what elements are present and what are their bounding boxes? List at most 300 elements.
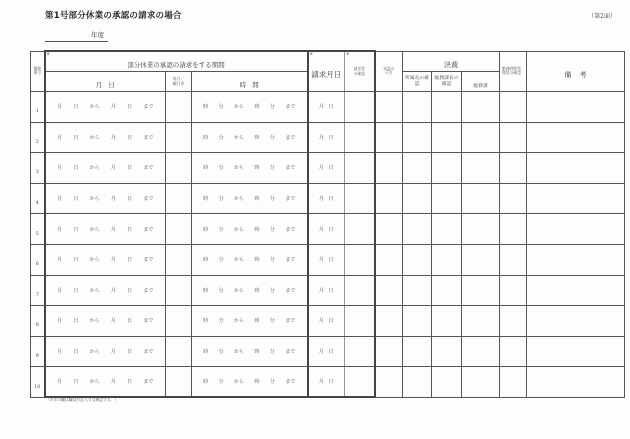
cell-unit-label: まで — [143, 318, 154, 325]
cell-unit-label: 月 — [57, 165, 63, 172]
cell-unit-label: 月 — [110, 318, 116, 325]
cell-unit-label: から — [234, 196, 245, 203]
cell-unit-label: 日 — [328, 349, 334, 356]
cell-unit-label: 時 — [254, 379, 260, 386]
row-number: 1 — [35, 109, 39, 115]
cell-unit-label: 分 — [218, 257, 224, 264]
weekday-cell[interactable] — [166, 214, 192, 245]
cell-unit-label: まで — [285, 287, 296, 294]
general-affairs-cell[interactable] — [462, 306, 500, 337]
cell-unit-label: 分 — [269, 318, 275, 325]
cell-unit-label: 月 — [110, 165, 116, 172]
cell-unit-label: 日 — [328, 226, 334, 233]
serial-no-cell — [31, 183, 45, 214]
cell-unit-label: 月 — [318, 379, 324, 386]
cell-unit-label: 月 — [110, 226, 116, 233]
cell-unit-label: 月 — [110, 379, 116, 386]
cell-unit-label: から — [234, 226, 245, 233]
cell-unit-label: から — [234, 165, 245, 172]
cell-unit-label: 月 — [318, 165, 324, 172]
header-requester-confirm: ※ 請求者の確認 — [345, 51, 375, 92]
cell-unit-label: 時 — [254, 318, 260, 325]
approval-cell[interactable] — [375, 275, 403, 306]
cell-unit-label: まで — [285, 226, 296, 233]
time-range-cell[interactable] — [192, 92, 308, 123]
cell-unit-label: 日 — [73, 257, 79, 264]
request-date-cell[interactable] — [308, 183, 345, 214]
remarks-cell[interactable] — [527, 275, 625, 306]
cell-unit-label: 時 — [254, 165, 260, 172]
ga-head-confirm-cell[interactable] — [432, 367, 462, 398]
time-range-cell[interactable] — [192, 336, 308, 367]
table-row — [31, 336, 625, 367]
cell-unit-label: から — [89, 165, 100, 172]
cell-unit-label: 分 — [269, 349, 275, 356]
attendance-manager-cell[interactable] — [500, 244, 527, 275]
attendance-manager-cell[interactable] — [500, 367, 527, 398]
request-date-cell[interactable] — [308, 92, 345, 123]
date-range-cell[interactable] — [45, 275, 166, 306]
time-range-cell[interactable] — [192, 153, 308, 184]
cell-unit-label: 月 — [57, 287, 63, 294]
cell-unit-label: まで — [285, 134, 296, 141]
footnote: （※印の欄は職員が記入又は確認する。） — [46, 397, 119, 402]
cell-unit-label: 時 — [254, 287, 260, 294]
cell-unit-label: 日 — [328, 287, 334, 294]
cell-unit-label: 分 — [218, 318, 224, 325]
dept-head-confirm-cell[interactable] — [403, 122, 432, 153]
cell-unit-label: まで — [285, 165, 296, 172]
row-number: 2 — [35, 139, 39, 145]
year-label: 年度 — [91, 31, 104, 39]
ga-head-confirm-cell[interactable] — [432, 244, 462, 275]
time-range-cell[interactable] — [192, 306, 308, 337]
approval-cell[interactable] — [375, 367, 403, 398]
row-number: 9 — [35, 354, 39, 360]
remarks-cell[interactable] — [527, 367, 625, 398]
cell-unit-label: 月 — [110, 257, 116, 264]
cell-unit-label: 時 — [254, 134, 260, 141]
remarks-cell[interactable] — [527, 214, 625, 245]
asterisk-mark: ※ — [309, 51, 313, 56]
dept-head-confirm-cell[interactable] — [403, 153, 432, 184]
requester-confirm-cell[interactable] — [345, 244, 375, 275]
cell-unit-label: 分 — [218, 165, 224, 172]
serial-no-cell — [31, 336, 45, 367]
cell-unit-label: 日 — [127, 104, 133, 111]
row-number: 6 — [35, 262, 39, 268]
cell-unit-label: 分 — [269, 257, 275, 264]
table-row — [31, 306, 625, 337]
cell-unit-label: から — [234, 379, 245, 386]
cell-unit-label: まで — [143, 379, 154, 386]
request-date-cell[interactable] — [308, 244, 345, 275]
cell-unit-label: から — [89, 349, 100, 356]
cell-unit-label: から — [89, 196, 100, 203]
table-row — [31, 183, 625, 214]
request-date-cell[interactable] — [308, 336, 345, 367]
weekday-cell[interactable] — [166, 244, 192, 275]
ga-head-confirm-cell[interactable] — [432, 122, 462, 153]
table-row — [31, 153, 625, 184]
cell-unit-label: まで — [143, 349, 154, 356]
header-approval: 承認の可否 — [375, 51, 403, 92]
cell-unit-label: 分 — [218, 349, 224, 356]
cell-unit-label: まで — [143, 226, 154, 233]
requester-confirm-cell[interactable] — [345, 367, 375, 398]
cell-unit-label: まで — [285, 257, 296, 264]
cell-unit-label: から — [234, 257, 245, 264]
cell-unit-label: 時 — [203, 287, 209, 294]
time-range-cell[interactable] — [192, 275, 308, 306]
serial-no-cell — [31, 214, 45, 245]
header-decision-group: 決裁 — [403, 51, 500, 72]
ga-head-confirm-cell[interactable] — [432, 275, 462, 306]
cell-unit-label: から — [89, 318, 100, 325]
requester-confirm-cell[interactable] — [345, 275, 375, 306]
cell-unit-label: から — [89, 287, 100, 294]
date-range-cell[interactable] — [45, 214, 166, 245]
cell-unit-label: 分 — [269, 287, 275, 294]
date-range-cell[interactable] — [45, 92, 166, 123]
ga-head-confirm-cell[interactable] — [432, 336, 462, 367]
cell-unit-label: 日 — [73, 165, 79, 172]
cell-unit-label: から — [234, 287, 245, 294]
dept-head-confirm-cell[interactable] — [403, 275, 432, 306]
cell-unit-label: 月 — [318, 226, 324, 233]
cell-unit-label: 時 — [203, 318, 209, 325]
dept-head-confirm-cell[interactable] — [403, 183, 432, 214]
cell-unit-label: 月 — [57, 349, 63, 356]
cell-unit-label: 月 — [57, 196, 63, 203]
remarks-cell[interactable] — [527, 336, 625, 367]
cell-unit-label: 分 — [218, 134, 224, 141]
header-period-group: ※ 部分休業の承認の請求をする期間 — [45, 51, 308, 72]
requester-confirm-cell[interactable] — [345, 153, 375, 184]
header-weekday: 毎日／曜日等 — [166, 72, 192, 92]
weekday-cell[interactable] — [166, 183, 192, 214]
table-row — [31, 92, 625, 123]
cell-unit-label: 月 — [110, 134, 116, 141]
serial-no-cell — [31, 92, 45, 123]
attendance-manager-cell[interactable] — [500, 153, 527, 184]
cell-unit-label: 月 — [318, 196, 324, 203]
year-field[interactable] — [45, 30, 108, 42]
requester-confirm-cell[interactable] — [345, 92, 375, 123]
page-number: （第2面） — [588, 13, 616, 20]
remarks-cell[interactable] — [527, 122, 625, 153]
cell-unit-label: まで — [285, 379, 296, 386]
cell-unit-label: 日 — [127, 165, 133, 172]
table-row — [31, 275, 625, 306]
date-range-cell[interactable] — [45, 336, 166, 367]
cell-unit-label: 日 — [73, 196, 79, 203]
cell-unit-label: 分 — [218, 196, 224, 203]
general-affairs-cell[interactable] — [462, 122, 500, 153]
weekday-cell[interactable] — [166, 92, 192, 123]
cell-unit-label: 日 — [73, 104, 79, 111]
cell-unit-label: まで — [285, 196, 296, 203]
serial-no-cell — [31, 275, 45, 306]
row-number: 10 — [34, 384, 41, 390]
date-range-cell[interactable] — [45, 306, 166, 337]
cell-unit-label: 月 — [318, 349, 324, 356]
ga-head-confirm-cell[interactable] — [432, 183, 462, 214]
request-date-cell[interactable] — [308, 275, 345, 306]
ga-head-confirm-cell[interactable] — [432, 306, 462, 337]
cell-unit-label: 時 — [203, 134, 209, 141]
cell-unit-label: 日 — [127, 318, 133, 325]
weekday-cell[interactable] — [166, 275, 192, 306]
approval-cell[interactable] — [375, 214, 403, 245]
cell-unit-label: 日 — [73, 318, 79, 325]
remarks-cell[interactable] — [527, 92, 625, 123]
attendance-manager-cell[interactable] — [500, 306, 527, 337]
cell-unit-label: 月 — [318, 134, 324, 141]
remarks-cell[interactable] — [527, 244, 625, 275]
cell-unit-label: 日 — [73, 379, 79, 386]
cell-unit-label: 月 — [110, 104, 116, 111]
cell-unit-label: 日 — [127, 379, 133, 386]
serial-no-cell — [31, 367, 45, 398]
asterisk-mark: ※ — [346, 51, 350, 56]
weekday-cell[interactable] — [166, 153, 192, 184]
form-title: 第1号部分休業の承認の請求の場合 — [45, 11, 182, 21]
cell-unit-label: 分 — [269, 104, 275, 111]
header-dept-head-confirm: 所属長の確認 — [403, 72, 432, 92]
cell-unit-label: まで — [143, 165, 154, 172]
request-date-cell[interactable] — [308, 214, 345, 245]
header-remarks: 備 考 — [527, 51, 625, 92]
cell-unit-label: 日 — [127, 257, 133, 264]
cell-unit-label: 月 — [57, 379, 63, 386]
cell-unit-label: まで — [143, 257, 154, 264]
cell-unit-label: 月 — [57, 257, 63, 264]
cell-unit-label: 日 — [127, 287, 133, 294]
general-affairs-cell[interactable] — [462, 183, 500, 214]
general-affairs-cell[interactable] — [462, 275, 500, 306]
cell-unit-label: 月 — [318, 257, 324, 264]
cell-unit-label: 時 — [254, 104, 260, 111]
attendance-manager-cell[interactable] — [500, 275, 527, 306]
dept-head-confirm-cell[interactable] — [403, 336, 432, 367]
cell-unit-label: 時 — [203, 379, 209, 386]
cell-unit-label: 日 — [127, 134, 133, 141]
date-range-cell[interactable] — [45, 122, 166, 153]
cell-unit-label: 分 — [269, 226, 275, 233]
row-number: 7 — [35, 292, 39, 298]
table-row — [31, 122, 625, 153]
header-general-affairs: 総務課 — [462, 72, 500, 92]
cell-unit-label: 時 — [203, 104, 209, 111]
ga-head-confirm-cell[interactable] — [432, 92, 462, 123]
cell-unit-label: 時 — [203, 349, 209, 356]
cell-unit-label: 月 — [110, 287, 116, 294]
cell-unit-label: 月 — [57, 226, 63, 233]
date-range-cell[interactable] — [45, 183, 166, 214]
cell-unit-label: 月 — [318, 318, 324, 325]
cell-unit-label: 日 — [328, 104, 334, 111]
cell-unit-label: 日 — [73, 349, 79, 356]
general-affairs-cell[interactable] — [462, 214, 500, 245]
approval-cell[interactable] — [375, 153, 403, 184]
row-number: 8 — [35, 323, 39, 329]
dept-head-confirm-cell[interactable] — [403, 244, 432, 275]
cell-unit-label: 日 — [328, 165, 334, 172]
requester-confirm-cell[interactable] — [345, 122, 375, 153]
cell-unit-label: から — [89, 257, 100, 264]
weekday-cell[interactable] — [166, 306, 192, 337]
dept-head-confirm-cell[interactable] — [403, 214, 432, 245]
row-number: 3 — [35, 170, 39, 176]
cell-unit-label: 時 — [254, 257, 260, 264]
ga-head-confirm-cell[interactable] — [432, 153, 462, 184]
cell-unit-label: まで — [143, 196, 154, 203]
remarks-cell[interactable] — [527, 153, 625, 184]
serial-no-cell — [31, 122, 45, 153]
cell-unit-label: 日 — [328, 134, 334, 141]
approval-cell[interactable] — [375, 244, 403, 275]
cell-unit-label: 時 — [203, 226, 209, 233]
request-table — [30, 50, 625, 398]
general-affairs-cell[interactable] — [462, 92, 500, 123]
remarks-cell[interactable] — [527, 306, 625, 337]
request-date-cell[interactable] — [308, 153, 345, 184]
cell-unit-label: から — [89, 226, 100, 233]
header-time: 時 間 — [192, 72, 308, 92]
cell-unit-label: 分 — [218, 287, 224, 294]
approval-cell[interactable] — [375, 183, 403, 214]
cell-unit-label: 時 — [254, 196, 260, 203]
cell-unit-label: から — [89, 379, 100, 386]
general-affairs-cell[interactable] — [462, 153, 500, 184]
attendance-manager-cell[interactable] — [500, 336, 527, 367]
cell-unit-label: 月 — [110, 349, 116, 356]
cell-unit-label: 日 — [127, 196, 133, 203]
cell-unit-label: 分 — [269, 165, 275, 172]
cell-unit-label: まで — [285, 104, 296, 111]
remarks-cell[interactable] — [527, 183, 625, 214]
table-row — [31, 214, 625, 245]
attendance-manager-cell[interactable] — [500, 214, 527, 245]
cell-unit-label: 分 — [218, 104, 224, 111]
requester-confirm-cell[interactable] — [345, 336, 375, 367]
attendance-manager-cell[interactable] — [500, 183, 527, 214]
time-range-cell[interactable] — [192, 214, 308, 245]
serial-no-cell — [31, 244, 45, 275]
header-ga-head-confirm: 総務課長の確認 — [432, 72, 462, 92]
cell-unit-label: 分 — [269, 134, 275, 141]
cell-unit-label: 月 — [318, 287, 324, 294]
cell-unit-label: 日 — [127, 349, 133, 356]
cell-unit-label: 時 — [254, 349, 260, 356]
cell-unit-label: から — [89, 104, 100, 111]
dept-head-confirm-cell[interactable] — [403, 306, 432, 337]
approval-cell[interactable] — [375, 122, 403, 153]
weekday-cell[interactable] — [166, 336, 192, 367]
time-range-cell[interactable] — [192, 244, 308, 275]
cell-unit-label: まで — [143, 104, 154, 111]
serial-no-cell — [31, 306, 45, 337]
cell-unit-label: 日 — [127, 226, 133, 233]
cell-unit-label: 月 — [110, 196, 116, 203]
cell-unit-label: 日 — [328, 318, 334, 325]
cell-unit-label: 日 — [328, 196, 334, 203]
dept-head-confirm-cell[interactable] — [403, 367, 432, 398]
request-date-cell[interactable] — [308, 306, 345, 337]
weekday-cell[interactable] — [166, 367, 192, 398]
date-range-cell[interactable] — [45, 367, 166, 398]
requester-confirm-cell[interactable] — [345, 214, 375, 245]
header-serial-no: 整理番号 — [31, 51, 45, 92]
request-date-cell[interactable] — [308, 367, 345, 398]
cell-unit-label: 時 — [203, 196, 209, 203]
cell-unit-label: 時 — [203, 257, 209, 264]
dept-head-confirm-cell[interactable] — [403, 92, 432, 123]
attendance-manager-cell[interactable] — [500, 122, 527, 153]
date-range-cell[interactable] — [45, 153, 166, 184]
cell-unit-label: 日 — [73, 287, 79, 294]
general-affairs-cell[interactable] — [462, 244, 500, 275]
cell-unit-label: 日 — [73, 134, 79, 141]
time-range-cell[interactable] — [192, 367, 308, 398]
time-range-cell[interactable] — [192, 122, 308, 153]
requester-confirm-cell[interactable] — [345, 306, 375, 337]
cell-unit-label: から — [89, 134, 100, 141]
cell-unit-label: まで — [143, 287, 154, 294]
row-number: 5 — [35, 231, 39, 237]
cell-unit-label: 日 — [328, 379, 334, 386]
cell-unit-label: 月 — [57, 134, 63, 141]
general-affairs-cell[interactable] — [462, 367, 500, 398]
cell-unit-label: 分 — [218, 379, 224, 386]
requester-confirm-cell[interactable] — [345, 183, 375, 214]
header-attendance-manager: 勤務時間管理員の確認 — [500, 51, 527, 92]
header-request-date: ※ 請求月日 — [308, 51, 345, 92]
cell-unit-label: 日 — [328, 257, 334, 264]
cell-unit-label: 月 — [57, 104, 63, 111]
cell-unit-label: 分 — [269, 379, 275, 386]
cell-unit-label: 日 — [73, 226, 79, 233]
cell-unit-label: 月 — [57, 318, 63, 325]
approval-cell[interactable] — [375, 336, 403, 367]
weekday-cell[interactable] — [166, 122, 192, 153]
cell-unit-label: 月 — [318, 104, 324, 111]
cell-unit-label: から — [234, 134, 245, 141]
approval-cell[interactable] — [375, 306, 403, 337]
header-month-day: 月 日 — [45, 72, 166, 92]
table-row — [31, 367, 625, 398]
request-date-cell[interactable] — [308, 122, 345, 153]
time-range-cell[interactable] — [192, 183, 308, 214]
cell-unit-label: から — [234, 318, 245, 325]
cell-unit-label: 時 — [203, 165, 209, 172]
general-affairs-cell[interactable] — [462, 336, 500, 367]
asterisk-mark: ※ — [46, 51, 50, 56]
ga-head-confirm-cell[interactable] — [432, 214, 462, 245]
cell-unit-label: まで — [143, 134, 154, 141]
table-row — [31, 244, 625, 275]
cell-unit-label: 時 — [254, 226, 260, 233]
row-number: 4 — [35, 201, 39, 207]
cell-unit-label: 分 — [218, 226, 224, 233]
cell-unit-label: まで — [285, 318, 296, 325]
attendance-manager-cell[interactable] — [500, 92, 527, 123]
cell-unit-label: から — [234, 104, 245, 111]
cell-unit-label: から — [234, 349, 245, 356]
approval-cell[interactable] — [375, 92, 403, 123]
date-range-cell[interactable] — [45, 244, 166, 275]
